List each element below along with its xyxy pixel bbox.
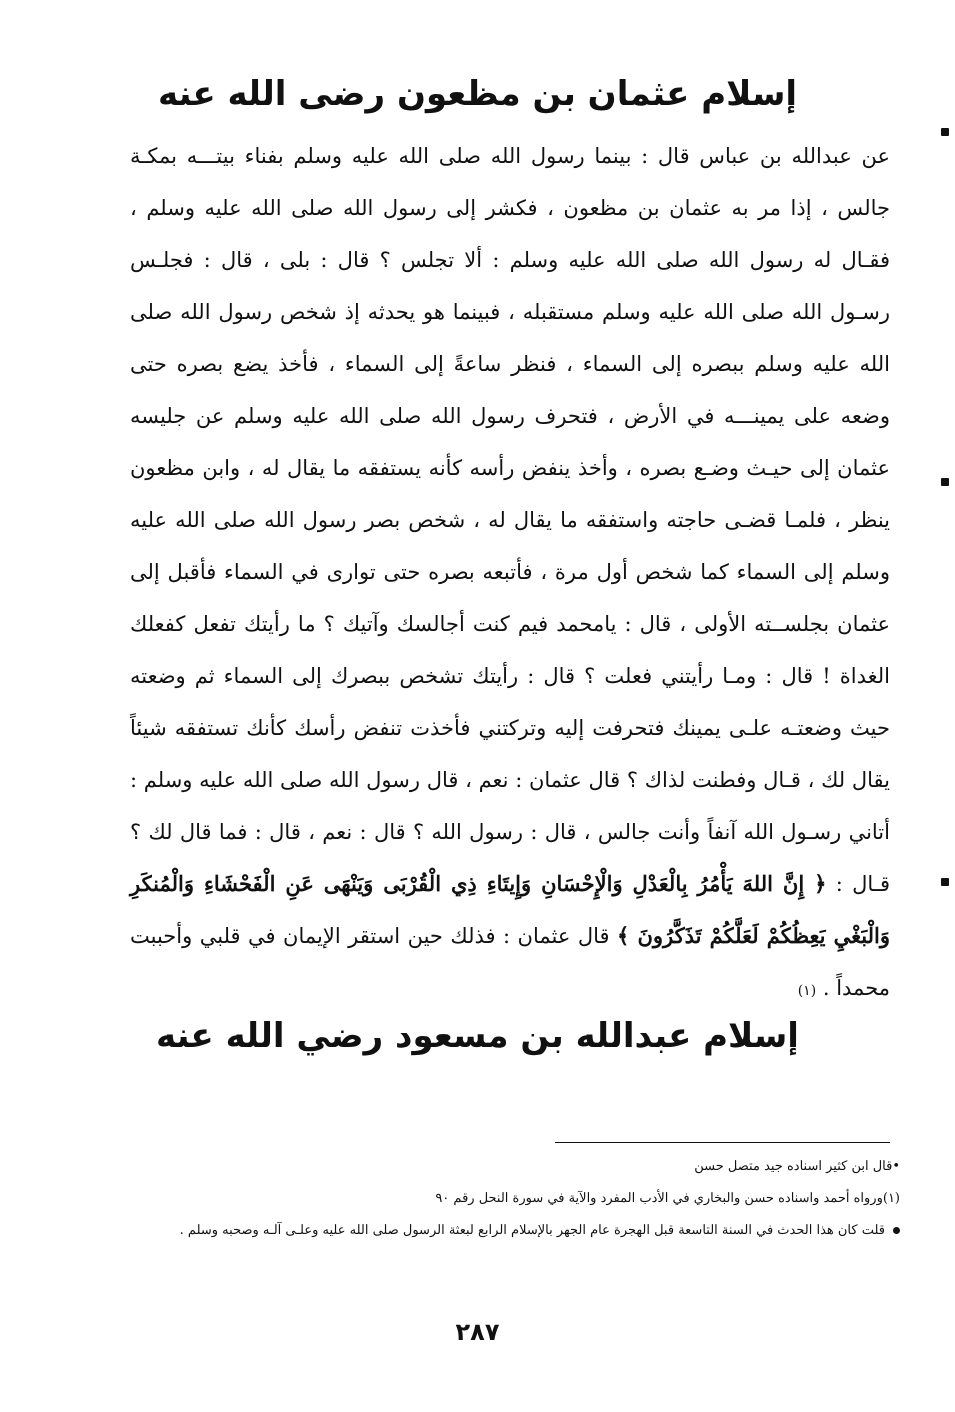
hadith-text: عن عبدالله بن عباس قال : بينما رسول الله صلى الله عليه وسلم بفناء بيتـــه بمكـة جالس ، إذا مر به عثمان بن مظعون ، فكشر إلى رسول الله صلى الله عليه وسلم ، فقـال له رسول الله صلى الله عليه وسلم : ألا تجلس ؟ قال : بلى ، قال : فجلـس رسـول الله صلى الله عليه وسلم مستقبله ، فبينما هو يحدثه إذ شخص رسول الله صلى الله عليه وسلم ببصره إلى السماء ، فنظر ساعةً إلى السماء ، فأخذ يضع بصره حتى وضعه على يمينـــه في الأرض ، فتحرف رسول الله صلى الله عليه وسلم عن جليسه عثمان إلى حيـث وضـع بصره ، وأخذ ينفض رأسه كأنه يستفقه ما يقال له ، وابن مظعون ينظر ، فلمـا قضـى حاجته واستفقه ما يقال له ، شخص بصر رسول الله صلى الله عليه وسلم إلى السماء كما شخص أول مرة ، فأتبعه بصره حتى توارى في السماء فأقبل إلى عثمان بجلســته الأولى ، قال : يامحمد فيم كنت أجالسك وآتيك ؟ ما رأيتك تفعل كفعلك الغداة ! قال : ومـا رأيتني فعلت ؟ قال : رأيتك تشخص ببصرك إلى السماء ثم وضعته حيث وضعتـه علـى يمينك فتحرفت إليه وتركتني فأخذت تنفض رأسك كأنك تستفقه شيئاً يقال لك ، قـال وفطنت لذاك ؟ قال عثمان : نعم ، قال رسول الله صلى الله عليه وسلم : أتاني رسـول الله آنفاً وأنت جالس ، قال : رسول الله ؟ قال : نعم ، قال : فما قال لك ؟ قـال : bbox=[130, 144, 891, 896]
footnote-1: (١)ورواه أحمد واسناده حسن والبخاري في الأدب المفرد والآية في سورة النحل رقم ٩٠ bbox=[435, 1191, 900, 1206]
quran-verse: ﴿ إِنَّ اللهَ يَأْمُرُ بِالْعَدْلِ وَالْإِحْسَانِ وَإِيتَاءِ ذِي الْقُرْبَى وَيَنْهَى عَنِ الْفَحْشَاءِ وَالْمُنكَرِ وَالْبَغْيِ يَعِظُكُمْ لَعَلَّكُمْ تَذَكَّرُونَ ﴾ bbox=[130, 871, 890, 948]
margin-marker bbox=[941, 878, 949, 886]
margin-marker bbox=[941, 128, 949, 136]
closing-sentence: قال عثمان : فذلك حين استقر الإيمان في قلبي وأحببت محمداً . bbox=[130, 924, 890, 1000]
section-title-uthman: إسلام عثمان بن مظعون رضى الله عنه bbox=[157, 74, 798, 114]
footnote-bullet-text: قلت كان هذا الحدث في السنة التاسعة قبل الهجرة عام الجهر بالإسلام الرابع لبعثة الرسول صلى الله عليه وعلـى آلـه وصحبه وسلم . bbox=[179, 1223, 885, 1238]
margin-marker bbox=[941, 478, 949, 486]
footnote-star: •قال ابن كثير اسناده جيد متصل حسن bbox=[694, 1159, 900, 1174]
section-title-ibn-masud: إسلام عبدالله بن مسعود رضي الله عنه bbox=[156, 1016, 799, 1056]
footnote-divider bbox=[555, 1142, 890, 1143]
page-number: ٢٨٧ bbox=[455, 1318, 500, 1346]
hadith-paragraph bbox=[130, 130, 890, 1017]
footnote-bullet-item bbox=[130, 1219, 900, 1243]
main-text bbox=[130, 130, 890, 1017]
bullet-icon bbox=[893, 1227, 900, 1234]
footnotes bbox=[130, 1155, 900, 1251]
footnote-reference: (١) bbox=[797, 983, 817, 999]
